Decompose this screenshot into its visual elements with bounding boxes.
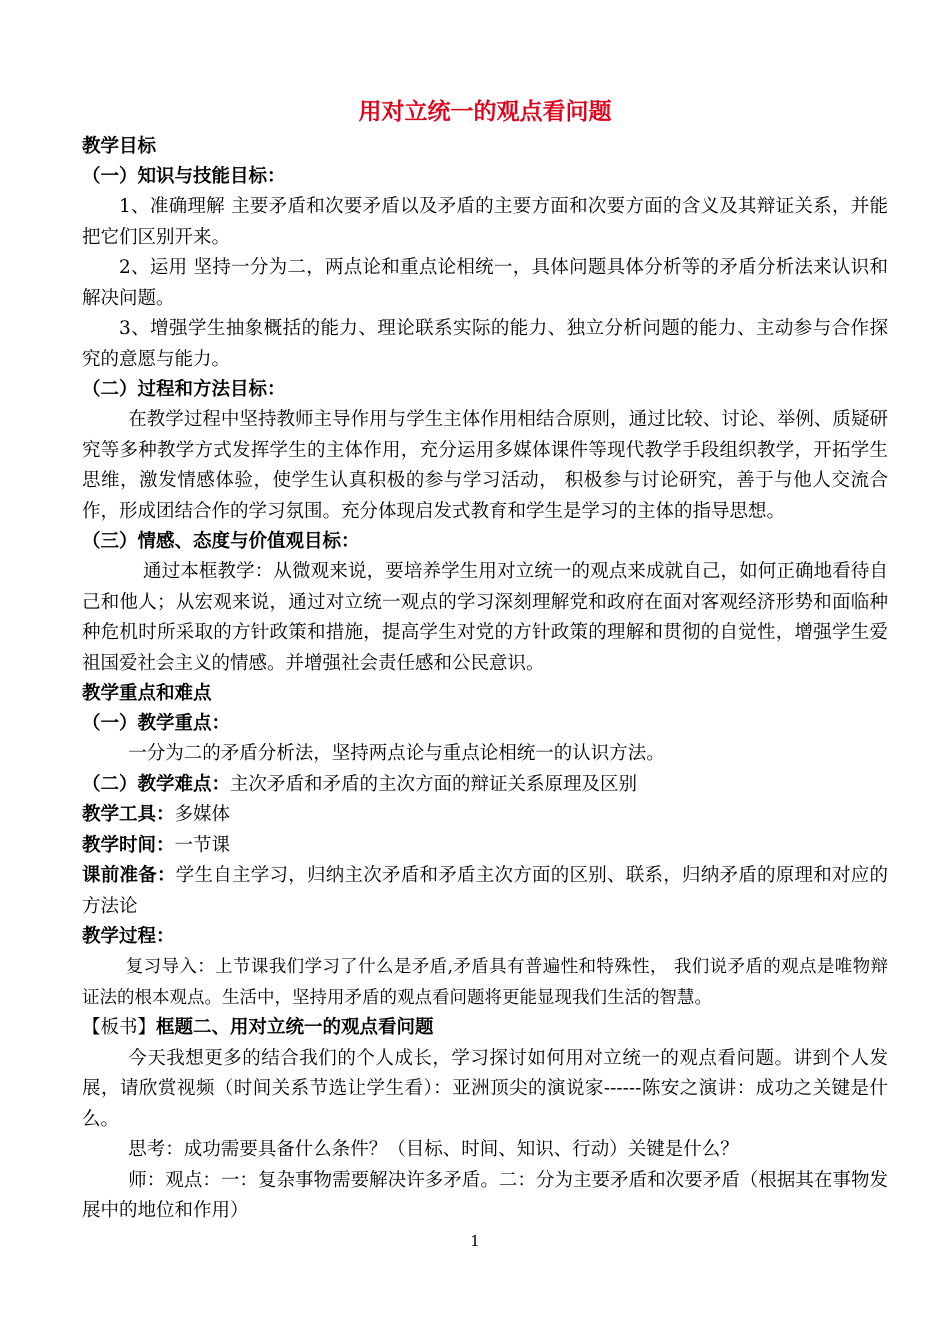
board-heading: 框题二、用对立统一的观点看问题 (156, 1017, 434, 1038)
board-prefix: 【板书】 (82, 1017, 157, 1038)
line-teaching-time (82, 831, 888, 862)
value-teaching-tools: 多媒体 (174, 804, 231, 825)
paragraph-key-point: 一分为二的矛盾分析法，坚持两点论与重点论相统一的认识方法。 (128, 743, 665, 764)
paragraph-process-goals: 在教学过程中坚持教师主导作用与学生主体作用相结合原则，通过比较、讨论、举例、质疑研究等多种教学方式发挥学生的主体作用，充分运用多媒体课件等现代教学手段组织教学，开拓学生思维，激发情感体验，使学生认真积极的参与学习活动， 积极参与讨论研究，善于与他人交流合作，形成团结合作的学习氛围。充分体现启发式教育和学生是学习的主体的指导思想。 (82, 409, 888, 522)
paragraph-review-intro: 复习导入：上节课我们学习了什么是矛盾,矛盾具有普遍性和特殊性， 我们说矛盾的观点是唯物辩证法的根本观点。生活中，坚持用矛盾的观点看问题将更能显现我们生活的智慧。 (82, 957, 888, 1008)
subheading-emotion-goals: （三）情感、态度与价值观目标： (82, 531, 360, 552)
paragraph-today: 今天我想更多的结合我们的个人成长，学习探讨如何用对立统一的观点看问题。讲到个人发展，请欣赏视频（时间关系节选让学生看）：亚洲顶尖的演说家------陈安之演讲：成功之关键是什么。 (82, 1047, 888, 1130)
subheading-process-goals: （二）过程和方法目标： (82, 379, 286, 400)
line-difficult-point (82, 770, 888, 801)
subheading-difficult-point: （二）教学难点： (82, 773, 231, 795)
label-teaching-time: 教学时间： (82, 834, 175, 856)
line-teaching-tools (82, 800, 888, 831)
document-page (82, 92, 888, 1227)
heading-teaching-goals: 教学目标 (82, 136, 157, 157)
subheading-key-point: （一）教学重点： (82, 713, 231, 734)
value-preparation: 学生自主学习，归纳主次矛盾和矛盾主次方面的区别、联系，归纳矛盾的原理和对应的方法论 (82, 865, 888, 917)
heading-key-points: 教学重点和难点 (82, 683, 212, 704)
paragraph-goal1-item1: 1、准确理解 主要矛盾和次要矛盾以及矛盾的主要方面和次要方面的含义及其辩证关系，并能把它们区别开来。 (82, 196, 888, 248)
paragraph-emotion-goals: 通过本框教学：从微观来说，要培养学生用对立统一的观点来成就自己，如何正确地看待自己和他人；从宏观来说，通过对立统一观点的学习深刻理解党和政府在面对客观经济形势和面临种种危机时所采取的方针政策和措施，提高学生对党的方针政策的理解和贯彻的自觉性，增强学生爱祖国爱社会主义的情感。并增强社会责任感和公民意识。 (82, 561, 888, 674)
paragraph-goal1-item2: 2、运用 坚持一分为二，两点论和重点论相统一，具体问题具体分析等的矛盾分析法来认识和解决问题。 (82, 257, 888, 309)
paragraph-teacher: 师：观点：一：复杂事物需要解决许多矛盾。二：分为主要矛盾和次要矛盾（根据其在事物发展中的地位和作用） (82, 1169, 888, 1221)
value-teaching-time: 一节课 (174, 834, 231, 856)
label-teaching-tools: 教学工具： (82, 804, 175, 825)
subheading-knowledge-goals: （一）知识与技能目标： (82, 166, 286, 187)
page-number: 1 (470, 1232, 480, 1250)
line-board (82, 1013, 888, 1044)
document-title: 用对立统一的观点看问题 (358, 98, 612, 125)
difficult-point-text: 主次矛盾和矛盾的主次方面的辩证关系原理及区别 (230, 773, 638, 795)
line-preparation (82, 861, 888, 922)
label-teaching-process: 教学过程： (82, 926, 175, 947)
paragraph-think: 思考：成功需要具备什么条件？（目标、时间、知识、行动）关键是什么？ (128, 1139, 739, 1160)
label-preparation: 课前准备： (82, 865, 176, 886)
paragraph-goal1-item3: 3、增强学生抽象概括的能力、理论联系实际的能力、独立分析问题的能力、主动参与合作探究的意愿与能力。 (82, 318, 888, 370)
